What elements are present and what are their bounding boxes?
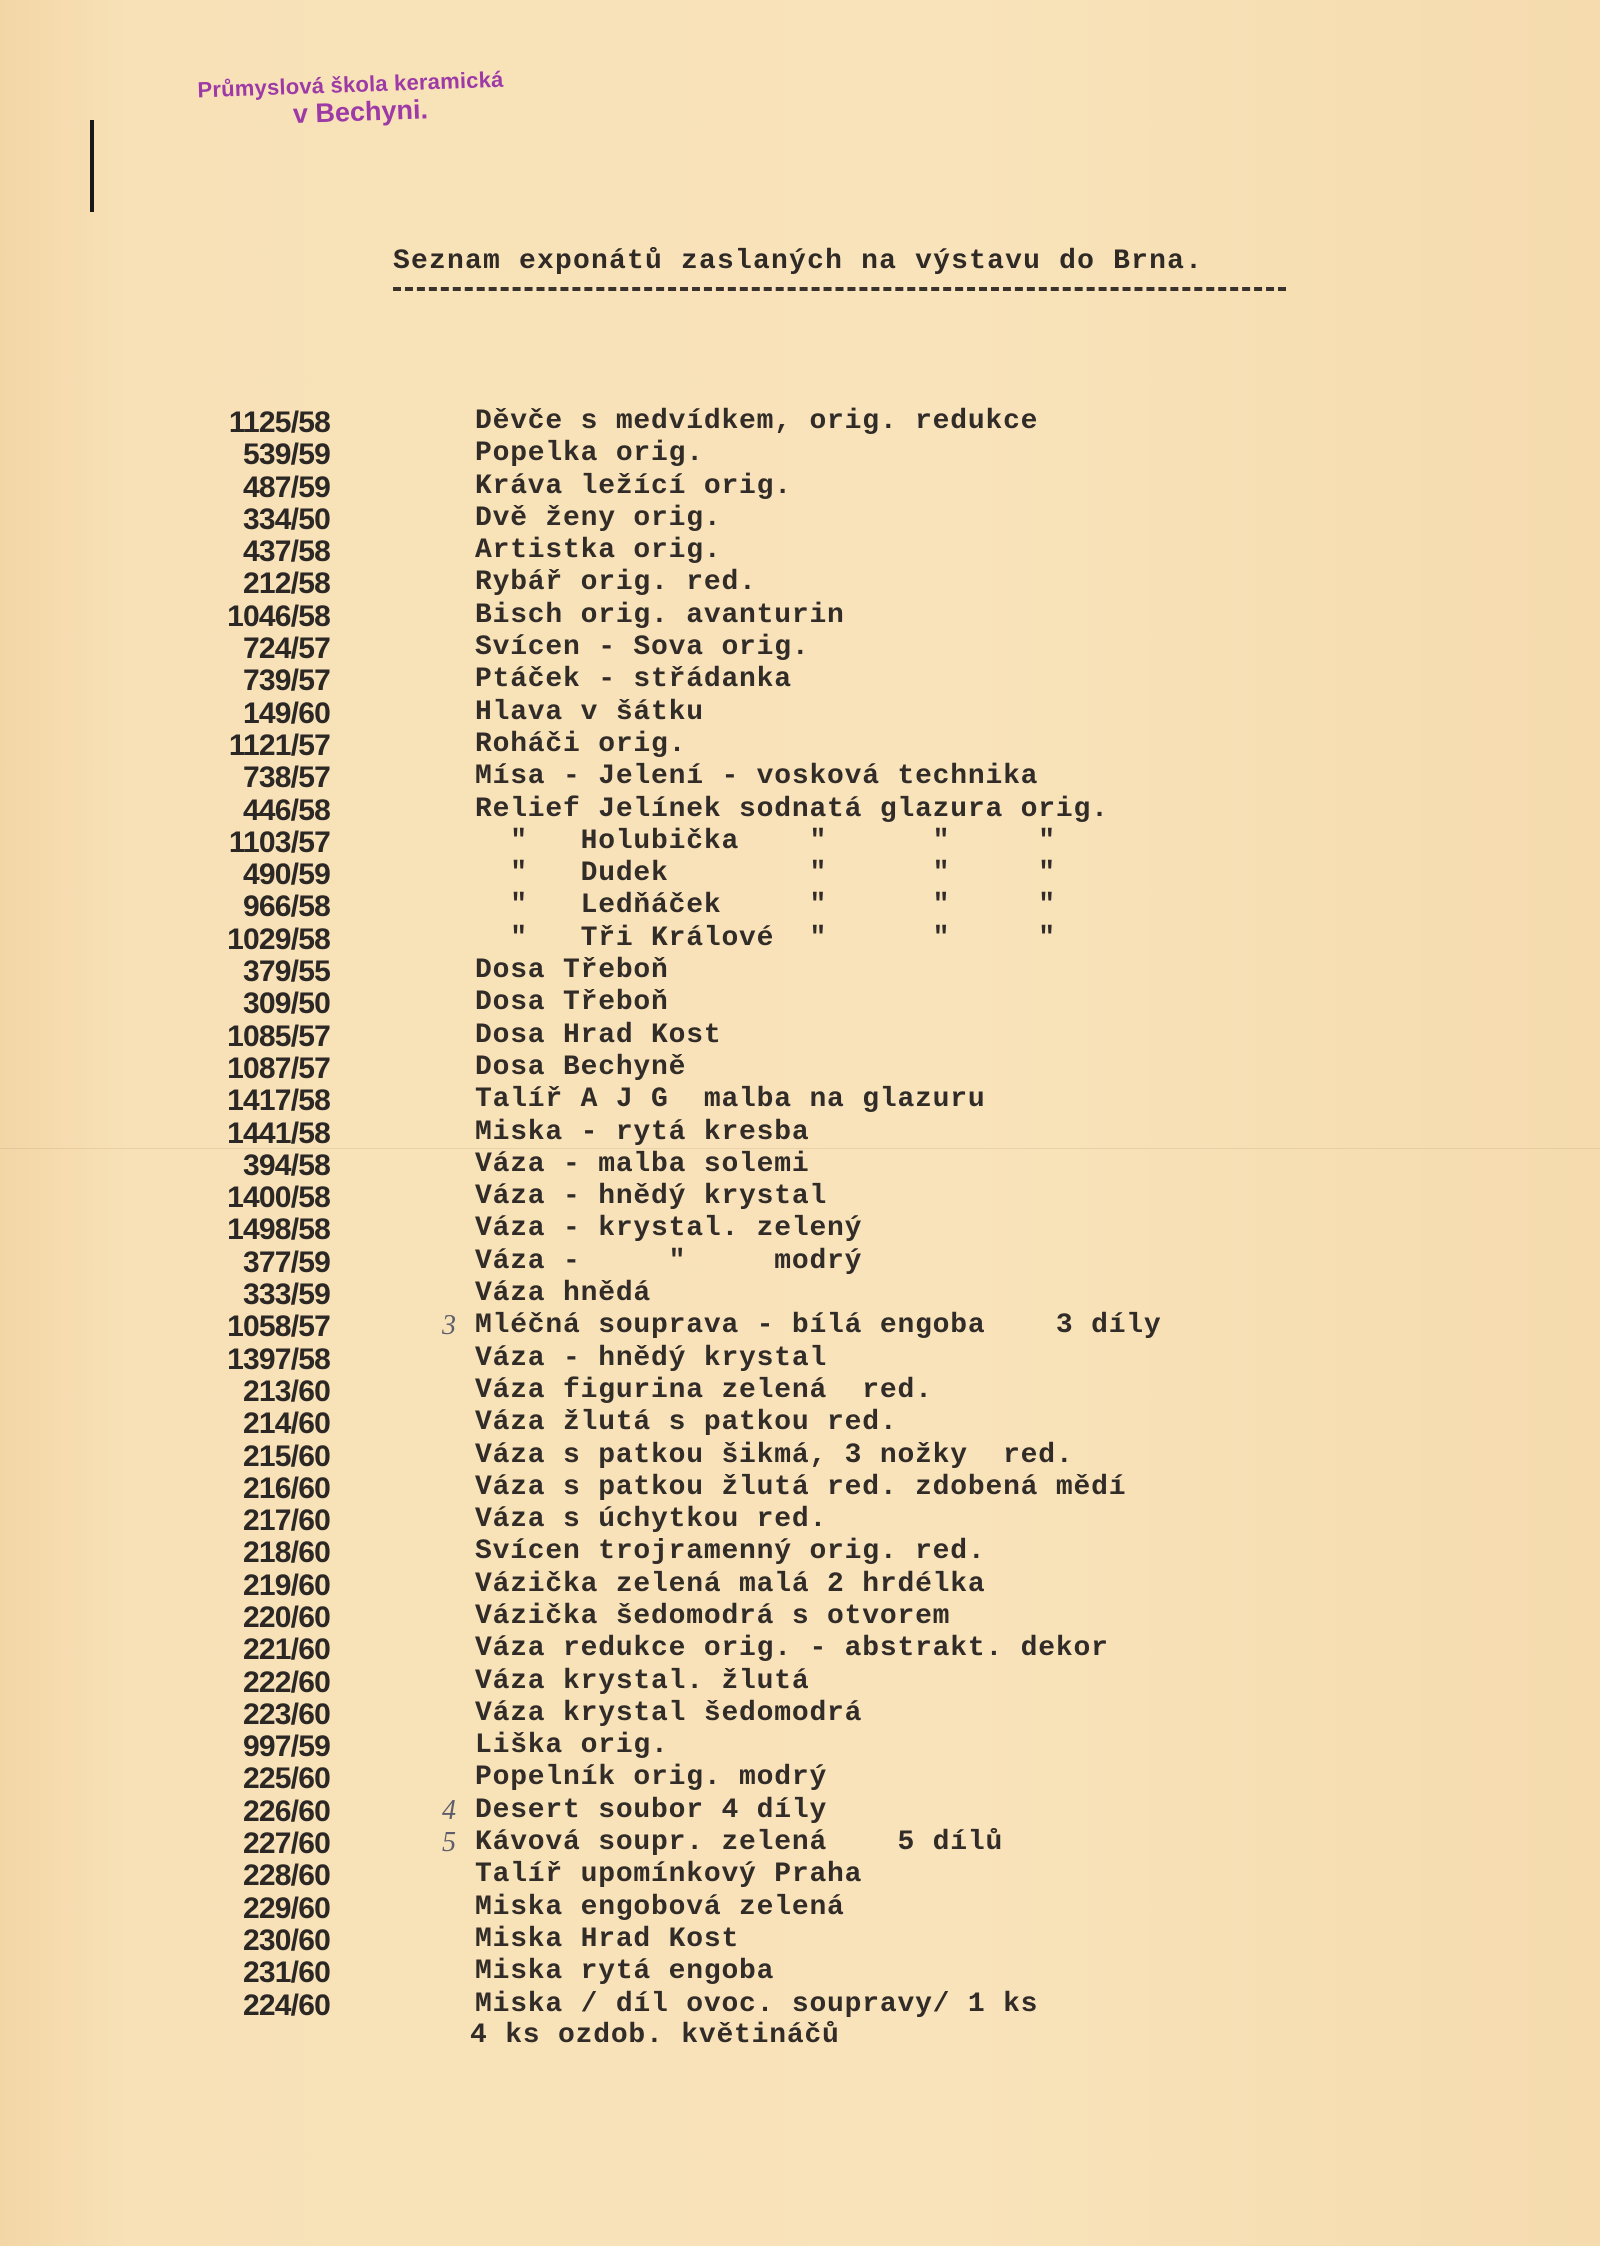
item-description: Mísa - Jelení - vosková technika [475,761,1039,793]
list-item [180,1633,1280,1665]
inventory-number: 219/60 [243,1568,330,1602]
item-description: Kráva ležící orig. [475,470,792,502]
list-item [180,1149,1280,1181]
inventory-number: 1498/58 [227,1213,330,1247]
inventory-number: 215/60 [243,1439,330,1473]
item-description: Dosa Třeboň [475,955,669,987]
inventory-number: 394/58 [243,1148,330,1182]
list-item [180,1892,1280,1924]
inventory-number: 217/60 [243,1504,330,1538]
item-description: Váza s patkou šikmá, 3 nožky red. [475,1439,1074,1471]
list-item [180,1084,1280,1116]
item-description: Miska - rytá kresba [475,1116,810,1148]
list-item [180,664,1280,696]
item-description: Relief Jelínek sodnatá glazura orig. [475,793,1109,825]
handwritten-count: 3 [442,1310,456,1342]
inventory-number: 213/60 [243,1374,330,1408]
inventory-number: 221/60 [243,1633,330,1667]
list-item [180,1762,1280,1794]
inventory-number: 1087/57 [227,1051,330,1085]
inventory-number: 1121/57 [228,728,330,762]
list-item [180,1730,1280,1762]
item-description: Hlava v šátku [475,696,704,728]
inventory-number: 223/60 [243,1697,330,1731]
inventory-number: 724/57 [243,632,330,666]
item-description: Popelník orig. modrý [475,1762,828,1794]
list-item [180,1569,1280,1601]
list-item [180,1504,1280,1536]
item-description: " Ledňáček " " " [475,890,1056,922]
item-description: Dosa Hrad Kost [475,1019,722,1051]
list-item [180,1310,1280,1342]
list-item [180,1440,1280,1472]
item-description: Ptáček - střádanka [475,664,792,696]
inventory-number: 379/55 [243,955,330,989]
inventory-number: 1058/57 [227,1310,330,1344]
list-item [180,858,1280,890]
inventory-number: 1417/58 [227,1084,330,1118]
item-description: Váza žlutá s patkou red. [475,1407,898,1439]
list-item [180,1956,1280,1988]
inventory-number: 437/58 [243,535,330,569]
inventory-number: 212/58 [243,567,330,601]
list-item [180,890,1280,922]
handwritten-count: 4 [442,1794,456,1826]
item-description: Popelka orig. [475,438,704,470]
list-item [180,1601,1280,1633]
item-description: Desert soubor 4 díly [475,1794,828,1826]
item-description: " Dudek " " " [475,858,1056,890]
list-item [180,697,1280,729]
inventory-number: 1046/58 [227,599,330,633]
list-item [180,987,1280,1019]
stamp-line-2: v Bechyni. [292,94,429,130]
list-item [180,1827,1280,1859]
item-description: Mléčná souprava - bílá engoba 3 díly [475,1310,1162,1342]
item-description: Miska engobová zelená [475,1891,845,1923]
item-description: Váza - hnědý krystal [475,1342,828,1374]
list-item [180,1117,1280,1149]
inventory-number: 216/60 [243,1471,330,1505]
inventory-number: 1103/57 [228,825,330,859]
list-item [180,729,1280,761]
item-description: Vázička zelená malá 2 hrdélka [475,1568,986,1600]
list-item [180,406,1280,438]
handwritten-count: 5 [442,1827,456,1859]
item-description: Roháči orig. [475,728,687,760]
margin-mark [90,120,94,212]
inventory-number: 739/57 [243,664,330,698]
list-item [180,1859,1280,1891]
item-description: Bisch orig. avanturin [475,599,845,631]
item-description: Váza - hnědý krystal [475,1181,828,1213]
item-description: Vázička šedomodrá s otvorem [475,1600,951,1632]
inventory-number: 334/50 [243,502,330,536]
school-stamp [197,67,505,134]
inventory-number: 490/59 [243,858,330,892]
item-description: Váza - malba solemi [475,1148,810,1180]
exhibit-list [180,406,1280,2021]
list-item [180,761,1280,793]
list-item [180,1536,1280,1568]
item-description: Váza - krystal. zelený [475,1213,863,1245]
item-description: Rybář orig. red. [475,567,757,599]
inventory-number: 487/59 [243,470,330,504]
inventory-number: 149/60 [243,696,330,730]
list-item [180,1375,1280,1407]
list-item [180,1052,1280,1084]
list-item [180,1020,1280,1052]
item-description: Váza hnědá [475,1278,652,1310]
list-item [180,826,1280,858]
list-item [180,1407,1280,1439]
inventory-number: 231/60 [243,1956,330,1990]
final-line: 4 ks ozdob. květináčů [470,2020,840,2051]
inventory-number: 1397/58 [227,1342,330,1376]
item-description: Dosa Bechyně [475,1051,687,1083]
item-description: Artistka orig. [475,535,722,567]
list-item [180,1666,1280,1698]
list-item [180,923,1280,955]
inventory-number: 222/60 [243,1665,330,1699]
list-item [180,600,1280,632]
inventory-number: 220/60 [243,1600,330,1634]
item-description: Váza s patkou žlutá red. zdobená mědí [475,1471,1127,1503]
list-item [180,1213,1280,1245]
inventory-number: 224/60 [243,1988,330,2022]
inventory-number: 1085/57 [227,1019,330,1053]
item-description: Talíř upomínkový Praha [475,1859,863,1891]
list-item [180,1698,1280,1730]
list-item [180,1795,1280,1827]
inventory-number: 214/60 [243,1407,330,1441]
list-item [180,632,1280,664]
item-description: Váza redukce orig. - abstrakt. dekor [475,1633,1109,1665]
item-description: Dosa Třeboň [475,987,669,1019]
document-title: Seznam exponátů zaslaných na výstavu do Brna. [393,246,1204,277]
inventory-number: 738/57 [243,761,330,795]
list-item [180,794,1280,826]
inventory-number: 1441/58 [227,1116,330,1150]
list-item [180,955,1280,987]
inventory-number: 225/60 [243,1762,330,1796]
list-item [180,1924,1280,1956]
inventory-number: 1029/58 [227,922,330,956]
inventory-number: 230/60 [243,1923,330,1957]
item-description: Miska Hrad Kost [475,1923,740,1955]
item-description: Liška orig. [475,1730,669,1762]
item-description: Váza figurina zelená red. [475,1374,933,1406]
list-item [180,567,1280,599]
item-description: Miska rytá engoba [475,1956,775,1988]
item-description: Váza - " modrý [475,1245,863,1277]
inventory-number: 1125/58 [228,406,330,439]
inventory-number: 446/58 [243,793,330,827]
inventory-number: 377/59 [243,1245,330,1279]
item-description: Váza s úchytkou red. [475,1504,828,1536]
inventory-number: 229/60 [243,1891,330,1925]
list-item [180,1278,1280,1310]
list-item [180,535,1280,567]
inventory-number: 227/60 [243,1827,330,1861]
inventory-number: 997/59 [243,1730,330,1764]
item-description: Talíř A J G malba na glazuru [475,1084,986,1116]
inventory-number: 966/58 [243,890,330,924]
item-description: Váza krystal. žlutá [475,1665,810,1697]
item-description: Miska / díl ovoc. soupravy/ 1 ks [475,1988,1039,2020]
inventory-number: 228/60 [243,1859,330,1893]
list-item [180,503,1280,535]
list-item [180,1343,1280,1375]
list-item [180,1989,1280,2021]
title-underline [393,287,1286,291]
item-description: Děvče s medvídkem, orig. redukce [475,406,1039,437]
item-description: " Tři Králové " " " [475,922,1056,954]
item-description: Dvě ženy orig. [475,502,722,534]
list-item [180,438,1280,470]
inventory-number: 333/59 [243,1278,330,1312]
inventory-number: 218/60 [243,1536,330,1570]
list-item [180,471,1280,503]
item-description: " Holubička " " " [475,825,1056,857]
item-description: Váza krystal šedomodrá [475,1697,863,1729]
item-description: Svícen - Sova orig. [475,632,810,664]
list-item [180,1181,1280,1213]
list-item [180,1246,1280,1278]
inventory-number: 539/59 [243,438,330,472]
inventory-number: 1400/58 [227,1181,330,1215]
item-description: Kávová soupr. zelená 5 dílů [475,1827,1004,1859]
inventory-number: 226/60 [243,1794,330,1828]
inventory-number: 309/50 [243,987,330,1021]
stamp-line-1: Průmyslová škola keramická [197,66,504,103]
item-description: Svícen trojramenný orig. red. [475,1536,986,1568]
list-item [180,1472,1280,1504]
